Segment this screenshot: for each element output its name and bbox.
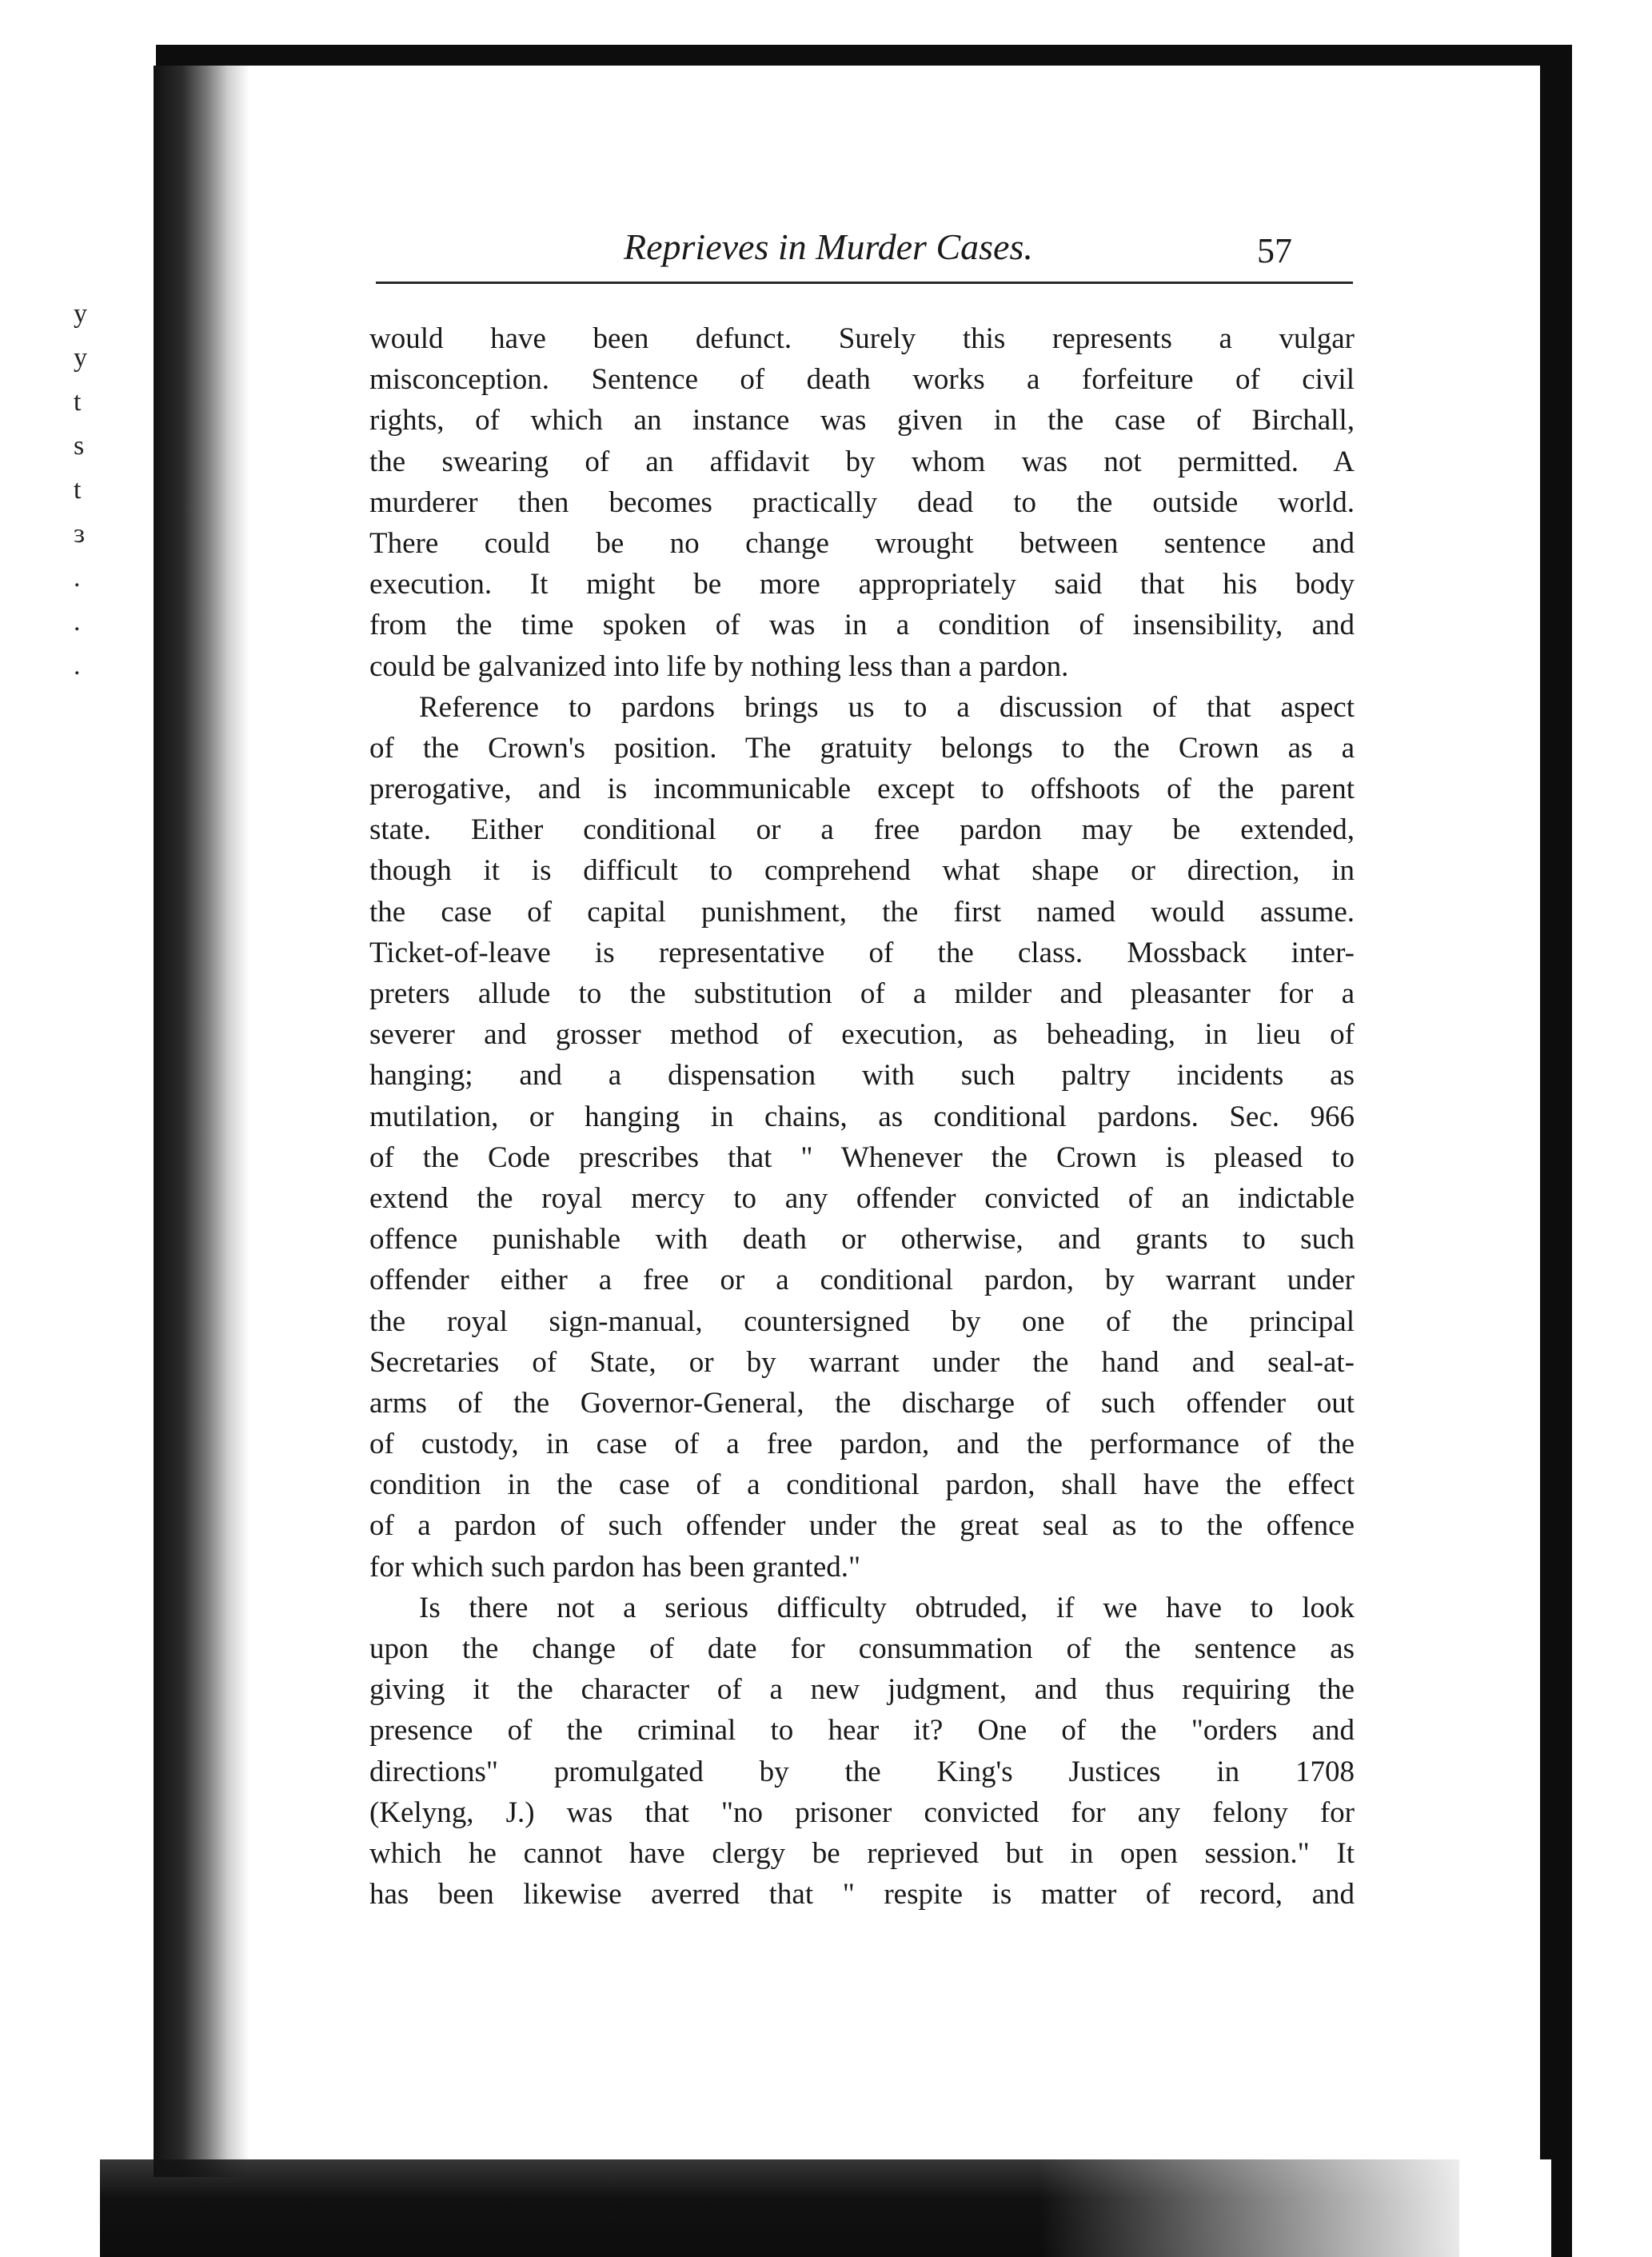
text-line: (Kelyng, J.) was that "no prisoner convicted for any felony for [369, 1796, 1355, 1829]
text-line: the case of capital punishment, the first named would assume. [369, 895, 1355, 929]
text-line: upon the change of date for consummation of the sentence as [369, 1632, 1355, 1665]
text-line: of a pardon of such offender under the great seal as to the offence [369, 1509, 1355, 1543]
text-line: hanging; and a dispensation with such paltry incidents as [369, 1059, 1355, 1093]
text-line: could be galvanized into life by nothing less than a pardon. [369, 649, 1069, 683]
margin-letter: . [74, 563, 81, 593]
facing-page-margin-fragment [74, 292, 106, 688]
text-line: of custody, in case of a free pardon, and the performance of the [369, 1428, 1355, 1461]
text-line: of the Code prescribes that " Whenever the Crown is pleased to [369, 1140, 1355, 1174]
margin-letter: s [74, 431, 85, 461]
page-number: 57 [1257, 231, 1292, 270]
text-line: prerogative, and is incommunicable except to offshoots of the parent [369, 773, 1355, 806]
text-line: Secretaries of State, or by warrant under the hand and seal-at- [369, 1345, 1355, 1379]
text-line: would have been defunct. Surely this represents a vulgar [369, 322, 1355, 355]
text-line: the swearing of an affidavit by whom was not permitted. A [369, 445, 1355, 478]
text-line: though it is difficult to comprehend what shape or direction, in [369, 854, 1355, 888]
text-line: Is there not a serious difficulty obtruded, if we have to look [419, 1591, 1355, 1624]
margin-letter: . [74, 607, 81, 637]
paragraph [369, 687, 1355, 1588]
text-line: preters allude to the substitution of a milder and pleasanter for a [369, 977, 1355, 1010]
header-rule [376, 282, 1353, 284]
text-line: misconception. Sentence of death works a forfeiture of civil [369, 363, 1355, 397]
margin-letter: t [74, 475, 82, 505]
text-line: state. Either conditional or a free pardon may be extended, [369, 813, 1355, 847]
margin-letter: y [74, 343, 87, 373]
text-line: has been likewise averred that " respite is matter of record, and [369, 1878, 1355, 1911]
scan-top-border [156, 45, 1567, 66]
text-line: rights, of which an instance was given in the case of Birchall, [369, 404, 1355, 437]
margin-letter: ɜ [74, 519, 86, 549]
running-head: Reprieves in Murder Cases. [624, 226, 1033, 267]
text-line: for which such pardon has been granted." [369, 1550, 861, 1584]
text-line: extend the royal mercy to any offender convicted of an indictable [369, 1181, 1355, 1215]
text-line: murderer then becomes practically dead to the outside world. [369, 485, 1355, 519]
margin-letter: t [74, 387, 82, 417]
text-line: offender either a free or a conditional pardon, by warrant under [369, 1264, 1355, 1297]
paragraph [369, 318, 1355, 687]
text-line: the royal sign-manual, countersigned by one of the principal [369, 1304, 1355, 1338]
text-line: which he cannot have clergy be reprieved but in open session." It [369, 1836, 1355, 1870]
text-line: offence punishable with death or otherwise, and grants to such [369, 1223, 1355, 1256]
body-text [369, 318, 1355, 1915]
text-line: giving it the character of a new judgment, and thus requiring the [369, 1673, 1355, 1707]
text-line: directions" promulgated by the King's Justices in 1708 [369, 1755, 1355, 1788]
text-line: There could be no change wrought between sentence and [369, 526, 1355, 560]
text-line: Ticket-of-leave is representative of the class. Mossback inter- [369, 936, 1355, 969]
text-line: Reference to pardons brings us to a discussion of that aspect [419, 690, 1355, 724]
text-line: severer and grosser method of execution, as beheading, in lieu of [369, 1018, 1355, 1052]
scan-bottom-fade [1039, 2159, 1551, 2257]
scan-left-edge [154, 66, 249, 2177]
text-line: presence of the criminal to hear it? One of the "orders and [369, 1714, 1355, 1748]
text-line: condition in the case of a conditional pardon, shall have the effect [369, 1468, 1355, 1502]
text-line: from the time spoken of was in a condition of insensibility, and [369, 609, 1355, 642]
text-line: of the Crown's position. The gratuity belongs to the Crown as a [369, 731, 1355, 765]
scan-right-border [1540, 45, 1572, 2257]
text-line: mutilation, or hanging in chains, as conditional pardons. Sec. 966 [369, 1100, 1355, 1133]
text-line: arms of the Governor-General, the discharge of such offender out [369, 1386, 1355, 1420]
text-line: execution. It might be more appropriately said that his body [369, 568, 1355, 601]
margin-letter: . [74, 651, 81, 681]
paragraph [369, 1588, 1355, 1915]
margin-letter: y [74, 299, 87, 329]
